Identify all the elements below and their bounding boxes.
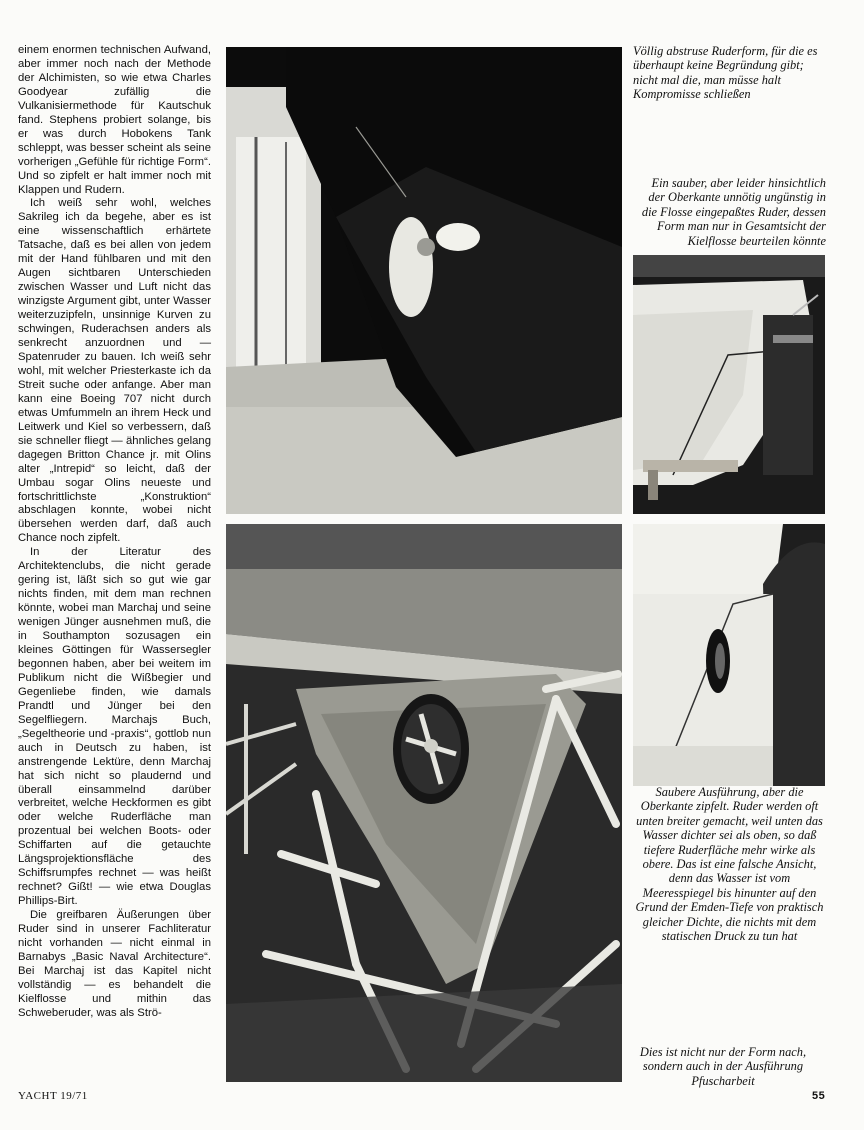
photo-pfuscharbeit-rudder bbox=[226, 524, 622, 1082]
photo-abstruse-rudder bbox=[226, 47, 622, 514]
caption-pfuscharbeit: Dies ist nicht nur der Form nach, sondern auch in der Ausführung Pfuscharbeit bbox=[639, 1045, 807, 1088]
photo-clean-rudder bbox=[633, 524, 825, 786]
caption-abstruse-rudder: Völlig abstruse Ruderform, für die es überhaupt keine Begründung gibt; nicht mal die, man müsse halt Kompromisse schließen bbox=[633, 44, 818, 102]
photo-fitted-rudder bbox=[633, 255, 825, 514]
article-paragraph-1: einem enormen technischen Aufwand, aber immer noch nach der Methode der Alchimisten, so wie etwa Charles Goodyear zufällig die Vulkanisiermethode für Kautschuk fand. Stephens probiert solange, bis er was durch Hobokens Tank schleppt, was besser scheint als seine vorherigen „Gefühle für richtige Form“. Und so zipfelt er halt immer noch mit Klappen und Rudern. bbox=[18, 44, 211, 196]
footer-page-number: 55 bbox=[812, 1090, 826, 1102]
article-paragraph-2: Ich weiß sehr wohl, welches Sakrileg ich da begehe, aber es ist eine wissenschaftlich erhärtete Tatsache, daß es bei allen von jedem mit der Hand fühlbaren und mit den Augen sichtbaren Unterschieden zwischen Wasser und Luft nicht das winzigste Argument gibt, unter Wasser weiterzuzipfeln, unsinnige Kurven zu schwingen, Ruderachsen anders als senkrecht anzuordnen und — Spatenruder zu bauen. Ich weiß sehr wohl, mit welcher Priesterkaste ich da Streit suche oder anfange. Aber man kann eine Boeing 707 nicht durch etwas Umfummeln an ihrem Heck und Leitwerk und Kiel so verbessern, daß sie schneller fliegt — ähnliches gelang dagegen Britton Chance jr. mit Olins alter „Intrepid“ so leicht, daß der Umbau sogar Olins neueste und fortschrittlichste „Konstruktion“ abschlagen konnte, wobei nicht übersehen werden darf, daß auch Chance noch zipfelt. bbox=[18, 197, 211, 545]
article-paragraph-3: In der Literatur des Architektenclubs, die nicht gerade gering ist, läßt sich so gut wie gar nichts finden, mit dem man rechnen könnte, wobei man Marchaj und seine wenigen Jünger ausnehmen muß, die in Southampton sozusagen ein kleines Göttingen für Wassersegler begonnen haben, aber bei weitem im Publikum nicht die Wißbegier und Gegenliebe finden, wie damals Prandtl und Jünger bei den Segelfliegern. Marchajs Buch, „Segeltheorie und -praxis“, gottlob nun auch in Deutsch zu haben, ist anstrengende Lektüre, denn Marchaj hat sich nicht so plaudernd und überall einsammelnd darüber verbreitet, welche Heckformen es gibt oder welche Ruderfläche man prozentual bei welchen Boots- oder Schiffarten auf die getauchte Längsprojektionsfläche des Schiffsrumpfes rechnet — was heißt rechnet? Gißt! — wie etwa Douglas Phillips-Birt. bbox=[18, 546, 211, 908]
article-text-column bbox=[18, 44, 211, 1021]
footer-magazine-issue: YACHT 19/71 bbox=[18, 1090, 88, 1102]
caption-clean-rudder: Saubere Ausführung, aber die Oberkante zipfelt. Ruder werden oft unten breiter gemacht, weil unten das Wasser dichter sei als oben, so daß tiefere Ruderfläche mehr wirke als obere. Das ist eine falsche Ansicht, denn das Wasser ist vom Meeresspiegel bis hinunter auf den Grund der Emden-Tiefe von praktisch gleicher Dichte, die nichts mit dem statischen Druck zu tun hat bbox=[635, 785, 824, 944]
caption-fitted-rudder: Ein sauber, aber leider hinsichtlich der Oberkante unnötig ungünstig in die Flosse eingepaßtes Ruder, dessen Form man nur in Gesamtsicht der Kielflosse beurteilen könnte bbox=[641, 176, 826, 248]
article-paragraph-4: Die greifbaren Äußerungen über Ruder sind in unserer Fachliteratur nicht vorhanden — nicht einmal in Barnabys „Basic Naval Architecture“. Bei Marchaj ist das Kapitel nicht vollständig — es behandelt die Kielflosse und mithin das Schweberuder, was als Strö- bbox=[18, 909, 211, 1019]
